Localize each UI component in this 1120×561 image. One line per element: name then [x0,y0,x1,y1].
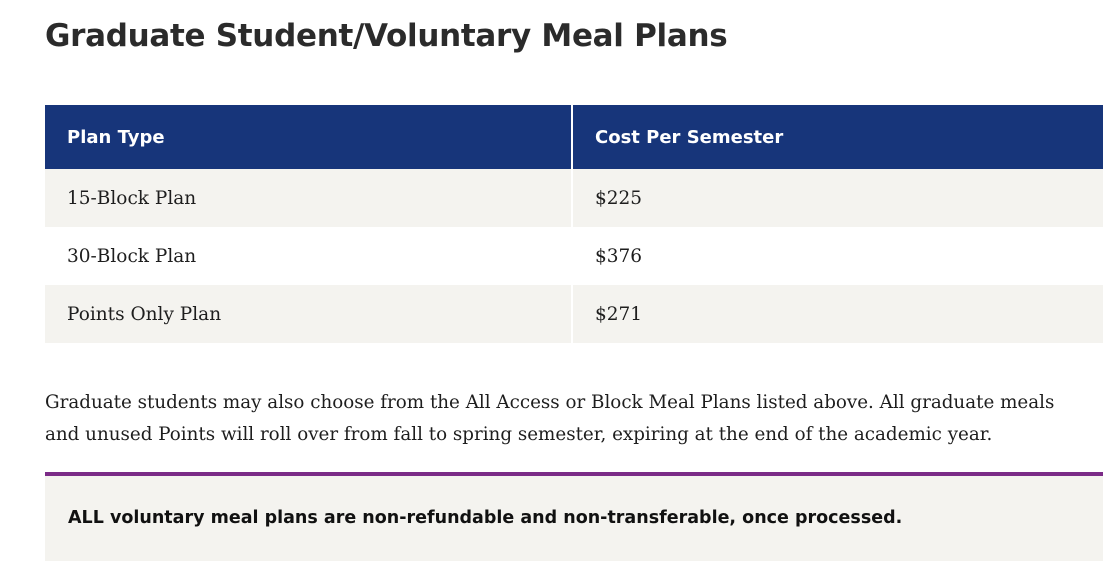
plan-type-cell: Points Only Plan [45,285,572,343]
plan-type-cell: 30-Block Plan [45,227,572,285]
cost-cell: $376 [572,227,1103,285]
plan-type-cell: 15-Block Plan [45,169,572,227]
table-row [45,285,1103,343]
meal-plans-table [45,105,1103,343]
table-row [45,169,1103,227]
cost-cell: $271 [572,285,1103,343]
graduate-plans-note: Graduate students may also choose from the All Access or Block Meal Plans listed above. All graduate meals and unused Points will roll over from fall to spring semester, expiring at the end of the academic year. [45,392,1055,445]
column-header-cost-per-semester: Cost Per Semester [572,105,1103,169]
table-row [45,227,1103,285]
cost-cell: $225 [572,169,1103,227]
table-header-row [45,105,1103,169]
policy-callout [45,472,1103,561]
page-title: Graduate Student/Voluntary Meal Plans [45,18,728,54]
policy-callout-text: ALL voluntary meal plans are non-refundable and non-transferable, once processed. [68,508,903,528]
column-header-plan-type: Plan Type [45,105,572,169]
